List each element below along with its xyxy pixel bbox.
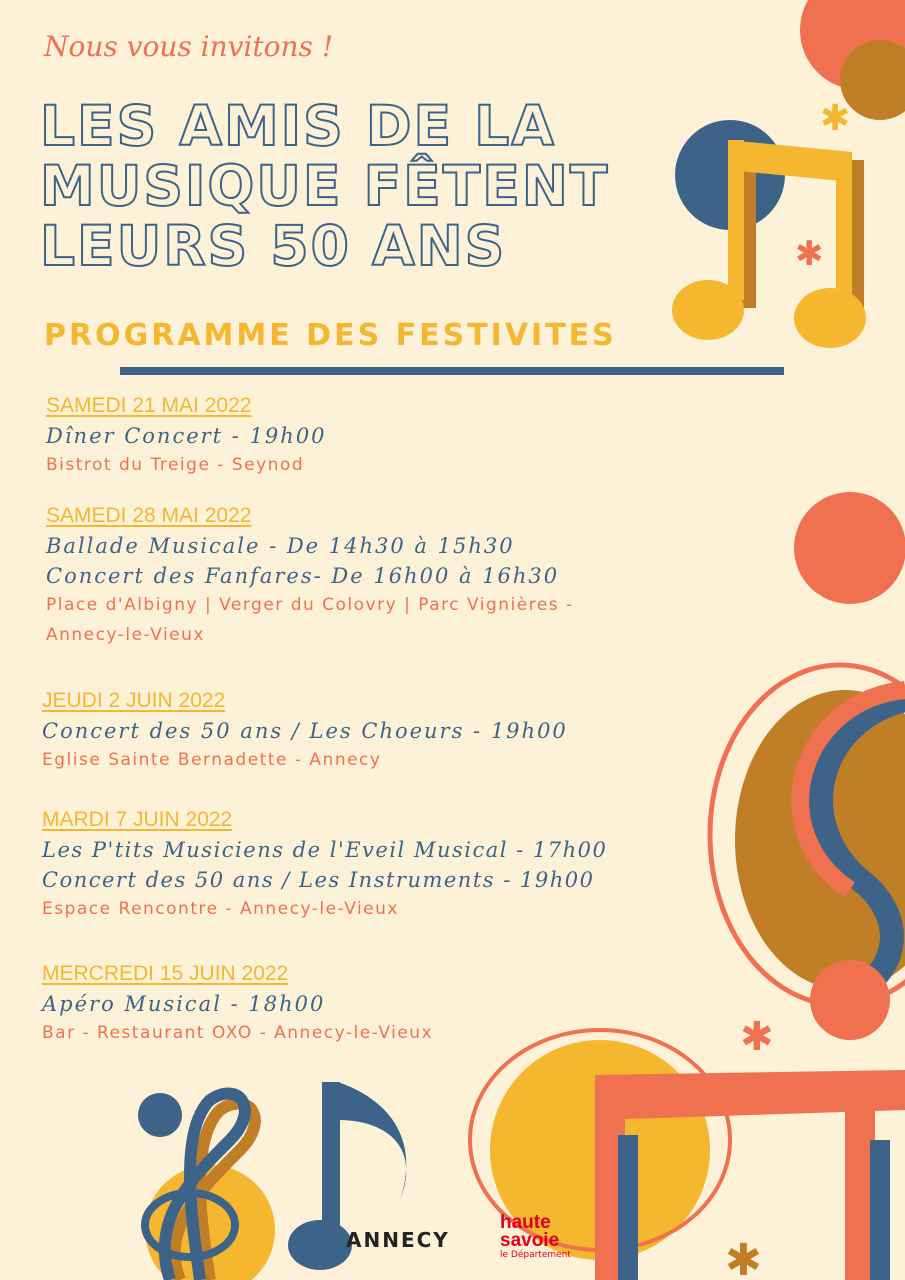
event-place: Eglise Sainte Bernadette - Annecy <box>42 750 382 770</box>
logo-word: haute <box>500 1212 551 1233</box>
event-date: MERCREDI 15 JUIN 2022 <box>42 962 289 985</box>
event-line: Concert des Fanfares- De 16h00 à 16h30 <box>46 564 560 588</box>
event-1 <box>46 394 327 480</box>
event-line: Apéro Musical - 18h00 <box>42 992 326 1016</box>
event-place: Place d'Albigny | Verger du Colovry | Parc Vignières - <box>46 595 574 615</box>
program-subtitle: PROGRAMME DES FESTIVITES <box>44 318 617 353</box>
event-date: SAMEDI 28 MAI 2022 <box>46 504 252 527</box>
event-4 <box>42 808 607 924</box>
event-place: Espace Rencontre - Annecy-le-Vieux <box>42 899 399 919</box>
event-5 <box>42 962 433 1048</box>
logo-word: savoie <box>500 1230 560 1251</box>
invite-text: Nous vous invitons ! <box>44 30 334 63</box>
svg-text:✱: ✱ <box>740 1014 774 1060</box>
event-place: Bistrot du Treige - Seynod <box>46 455 305 475</box>
logo-caption: le Département <box>500 1250 571 1260</box>
event-date: MARDI 7 JUIN 2022 <box>42 808 233 831</box>
svg-text:✱: ✱ <box>795 234 824 274</box>
event-place: Bar - Restaurant OXO - Annecy-le-Vieux <box>42 1023 434 1043</box>
page-title: LES AMIS DE LA MUSIQUE FÊTENT LEURS 50 ANS <box>40 94 610 278</box>
annecy-logo: ANNECY <box>346 1228 450 1252</box>
event-line: Ballade Musicale - De 14h30 à 15h30 <box>46 534 515 558</box>
event-3 <box>42 689 568 775</box>
event-line: Dîner Concert - 19h00 <box>46 424 327 448</box>
event-date: JEUDI 2 JUIN 2022 <box>42 689 226 712</box>
event-place: Annecy-le-Vieux <box>46 625 205 645</box>
event-line: Concert des 50 ans / Les Choeurs - 19h00 <box>42 719 568 743</box>
event-line: Les P'tits Musiciens de l'Eveil Musical - 17h00 <box>42 838 608 862</box>
svg-text:✱: ✱ <box>725 1235 762 1280</box>
event-date: SAMEDI 21 MAI 2022 <box>46 394 252 417</box>
divider <box>120 367 784 375</box>
svg-text:✱: ✱ <box>820 98 851 139</box>
event-2 <box>46 504 574 650</box>
event-line: Concert des 50 ans / Les Instruments - 19h00 <box>42 868 595 892</box>
haute-savoie-logo <box>500 1214 600 1260</box>
